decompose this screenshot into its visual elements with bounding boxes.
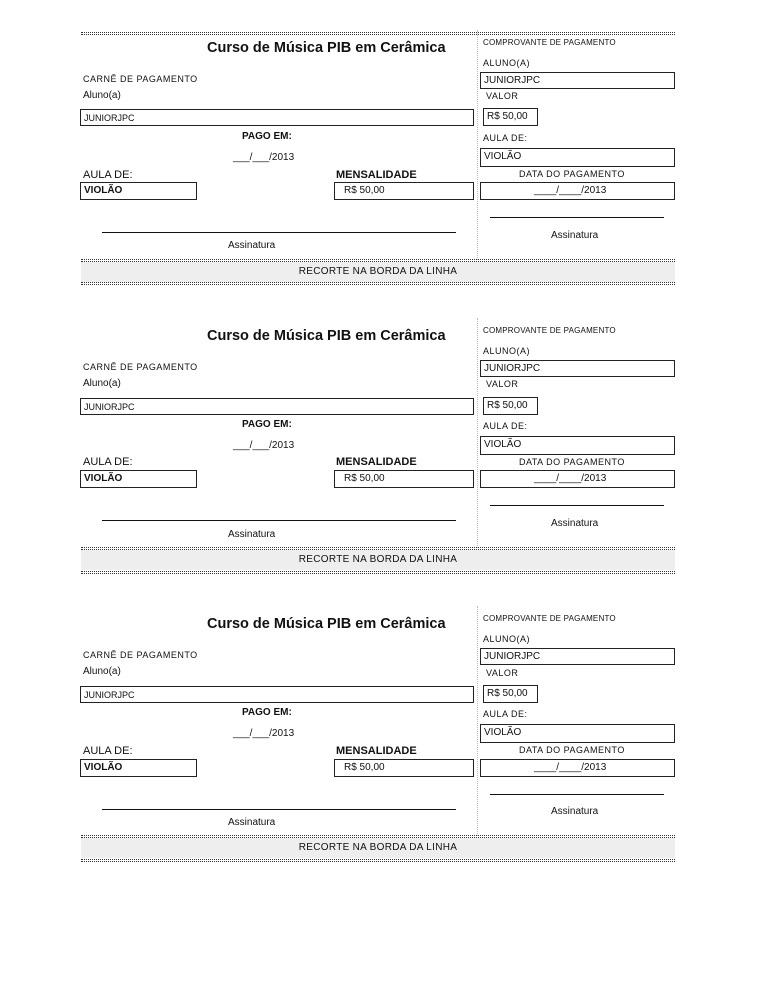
mensalidade-label: MENSALIDADE [336,456,417,468]
carne-label: CARNÊ DE PAGAMENTO [83,362,198,372]
cut-line-bottom [81,282,675,285]
data-pagamento-label: DATA DO PAGAMENTO [519,745,625,755]
signature-line [102,232,456,233]
slip-title: Curso de Música PIB em Cerâmica [207,616,446,632]
comp-signature-line [490,217,664,218]
data-pagamento-field[interactable]: ____/____/2013 [480,759,675,777]
assinatura-label: Assinatura [228,529,276,540]
comp-aluno-field[interactable]: JUNIORJPC [480,360,675,377]
aula-field[interactable]: VIOLÃO [80,182,197,200]
data-pagamento-field[interactable]: ____/____/2013 [480,470,675,488]
stub-separator [477,318,478,548]
pago-em-date: ___/___/2013 [233,440,295,451]
aluno-field[interactable]: JUNIORJPC [80,398,474,415]
signature-line [102,809,456,810]
pago-em-label: PAGO EM: [242,707,292,718]
pago-em-label: PAGO EM: [242,131,292,142]
mensalidade-label: MENSALIDADE [336,745,417,757]
valor-label: VALOR [486,91,519,101]
valor-field[interactable]: R$ 50,00 [483,685,538,703]
comprovante-label: COMPROVANTE DE PAGAMENTO [483,38,616,47]
assinatura-label: Assinatura [228,240,276,251]
aula-field[interactable]: VIOLÃO [80,470,197,488]
data-pagamento-label: DATA DO PAGAMENTO [519,169,625,179]
comp-assinatura-label: Assinatura [551,230,599,241]
cut-line-bottom [81,859,675,862]
mensalidade-field[interactable]: R$ 50,00 [334,759,474,777]
comp-aula-label: AULA DE: [483,421,528,431]
aluno-field[interactable]: JUNIORJPC [80,109,474,126]
comp-signature-line [490,794,664,795]
valor-field[interactable]: R$ 50,00 [483,108,538,126]
stub-separator [477,30,478,260]
aluno-label: Aluno(a) [83,90,121,101]
comp-assinatura-label: Assinatura [551,806,599,817]
payment-slip-1 [0,30,768,285]
comp-aula-label: AULA DE: [483,709,528,719]
cut-line-bottom [81,571,675,574]
aluno-label: Aluno(a) [83,378,121,389]
recorte-bar: RECORTE NA BORDA DA LINHA [81,550,675,570]
comp-aluno-field[interactable]: JUNIORJPC [480,72,675,89]
comp-aula-field[interactable]: VIOLÃO [480,436,675,455]
comp-signature-line [490,505,664,506]
pago-em-date: ___/___/2013 [233,152,295,163]
valor-field[interactable]: R$ 50,00 [483,397,538,415]
comp-aula-field[interactable]: VIOLÃO [480,148,675,167]
data-pagamento-field[interactable]: ____/____/2013 [480,182,675,200]
mensalidade-field[interactable]: R$ 50,00 [334,182,474,200]
carne-label: CARNÊ DE PAGAMENTO [83,650,198,660]
comp-aluno-label: ALUNO(A) [483,634,531,644]
slip-title: Curso de Música PIB em Cerâmica [207,328,446,344]
data-pagamento-label: DATA DO PAGAMENTO [519,457,625,467]
comp-aluno-label: ALUNO(A) [483,346,531,356]
top-cut-line [81,32,675,35]
aluno-field[interactable]: JUNIORJPC [80,686,474,703]
comp-aula-label: AULA DE: [483,133,528,143]
stub-separator [477,606,478,836]
pago-em-label: PAGO EM: [242,419,292,430]
comp-aluno-label: ALUNO(A) [483,58,531,68]
pago-em-date: ___/___/2013 [233,728,295,739]
comprovante-label: COMPROVANTE DE PAGAMENTO [483,614,616,623]
assinatura-label: Assinatura [228,817,276,828]
comprovante-label: COMPROVANTE DE PAGAMENTO [483,326,616,335]
valor-label: VALOR [486,379,519,389]
recorte-bar: RECORTE NA BORDA DA LINHA [81,262,675,282]
payment-slip-3 [0,606,768,861]
comp-assinatura-label: Assinatura [551,518,599,529]
mensalidade-label: MENSALIDADE [336,169,417,181]
aula-label: AULA DE: [83,745,133,757]
comp-aula-field[interactable]: VIOLÃO [480,724,675,743]
signature-line [102,520,456,521]
mensalidade-field[interactable]: R$ 50,00 [334,470,474,488]
aula-label: AULA DE: [83,456,133,468]
aluno-label: Aluno(a) [83,666,121,677]
carne-label: CARNÊ DE PAGAMENTO [83,74,198,84]
payment-slip-2 [0,318,768,573]
slip-title: Curso de Música PIB em Cerâmica [207,40,446,56]
recorte-bar: RECORTE NA BORDA DA LINHA [81,838,675,858]
aula-label: AULA DE: [83,169,133,181]
valor-label: VALOR [486,668,519,678]
comp-aluno-field[interactable]: JUNIORJPC [480,648,675,665]
aula-field[interactable]: VIOLÃO [80,759,197,777]
